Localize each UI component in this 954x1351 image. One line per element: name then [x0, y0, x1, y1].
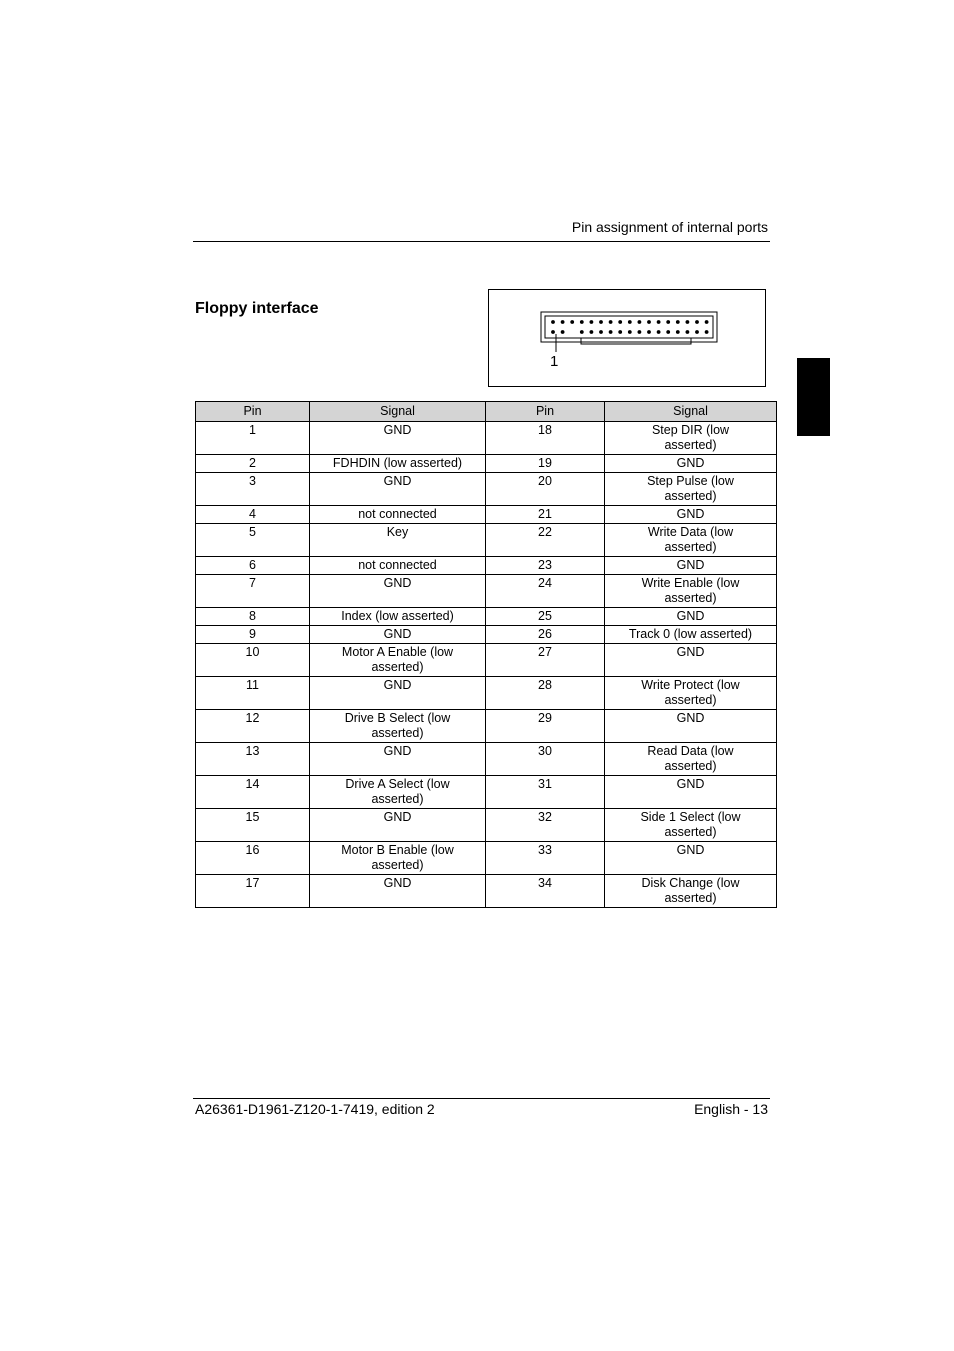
connector-pin — [666, 330, 670, 334]
table-row — [196, 644, 777, 677]
signal-cell: GND — [310, 743, 486, 776]
pin-number-cell: 31 — [486, 776, 605, 809]
table-row — [196, 677, 777, 710]
pin-number-cell: 15 — [196, 809, 310, 842]
signal-cell: GND — [605, 557, 777, 575]
pin-number-cell: 8 — [196, 608, 310, 626]
page-number: English - 13 — [694, 1101, 768, 1117]
pin-number-cell: 33 — [486, 842, 605, 875]
table-header-row — [196, 402, 777, 422]
signal-cell: not connected — [310, 506, 486, 524]
pin-number-cell: 4 — [196, 506, 310, 524]
connector-pin — [705, 330, 709, 334]
signal-cell: GND — [310, 626, 486, 644]
connector-pin — [618, 330, 622, 334]
pin-number-cell: 1 — [196, 422, 310, 455]
signal-cell: GND — [605, 608, 777, 626]
signal-cell: not connected — [310, 557, 486, 575]
signal-cell: GND — [605, 644, 777, 677]
connector-pin — [561, 320, 565, 324]
connector-pin — [657, 330, 661, 334]
signal-cell: FDHDIN (low asserted) — [310, 455, 486, 473]
pin-number-cell: 10 — [196, 644, 310, 677]
connector-inner-shell — [545, 316, 713, 338]
signal-cell: GND — [310, 677, 486, 710]
connector-pin — [570, 320, 574, 324]
pin-number-cell: 3 — [196, 473, 310, 506]
pin-number-cell: 29 — [486, 710, 605, 743]
header-pin: Pin — [486, 402, 605, 422]
signal-cell: Step Pulse (low asserted) — [605, 473, 777, 506]
connector-pin — [686, 330, 690, 334]
connector-pin — [638, 320, 642, 324]
pin-number-cell: 20 — [486, 473, 605, 506]
pin-number-cell: 16 — [196, 842, 310, 875]
table-row — [196, 875, 777, 908]
table-row — [196, 524, 777, 557]
connector-pin — [695, 330, 699, 334]
header-rule — [193, 241, 770, 242]
header-signal: Signal — [310, 402, 486, 422]
pin-number-cell: 6 — [196, 557, 310, 575]
pin-assignment-table — [195, 401, 777, 908]
pin-number-cell: 2 — [196, 455, 310, 473]
connector-pin — [599, 330, 603, 334]
signal-cell: GND — [605, 455, 777, 473]
pin-number-cell: 13 — [196, 743, 310, 776]
pin-number-cell: 7 — [196, 575, 310, 608]
chapter-tab-marker — [797, 358, 830, 436]
signal-cell: GND — [605, 710, 777, 743]
table-row — [196, 575, 777, 608]
connector-pin — [647, 330, 651, 334]
pin-number-cell: 9 — [196, 626, 310, 644]
table-row — [196, 743, 777, 776]
connector-pin — [551, 320, 555, 324]
signal-cell: GND — [310, 422, 486, 455]
connector-pin — [590, 330, 594, 334]
signal-cell: Drive A Select (low asserted) — [310, 776, 486, 809]
pin-number-cell: 11 — [196, 677, 310, 710]
signal-cell: GND — [310, 575, 486, 608]
table-row — [196, 422, 777, 455]
table-row — [196, 626, 777, 644]
pin-number-cell: 17 — [196, 875, 310, 908]
table-row — [196, 776, 777, 809]
connector-pin — [686, 320, 690, 324]
page-header-title: Pin assignment of internal ports — [571, 219, 768, 235]
connector-pin — [657, 320, 661, 324]
signal-cell: Track 0 (low asserted) — [605, 626, 777, 644]
signal-cell: Key — [310, 524, 486, 557]
table-row — [196, 473, 777, 506]
connector-pin — [561, 330, 565, 334]
header-pin: Pin — [196, 402, 310, 422]
connector-pin — [618, 320, 622, 324]
signal-cell: Write Protect (low asserted) — [605, 677, 777, 710]
table-row — [196, 506, 777, 524]
signal-cell: Step DIR (low asserted) — [605, 422, 777, 455]
signal-cell: GND — [605, 506, 777, 524]
connector-pin — [705, 320, 709, 324]
pin-number-cell: 24 — [486, 575, 605, 608]
pin1-label: 1 — [550, 353, 559, 370]
pin-number-cell: 26 — [486, 626, 605, 644]
connector-diagram — [488, 289, 766, 387]
connector-pin — [609, 330, 613, 334]
header-signal: Signal — [605, 402, 777, 422]
section-heading: Floppy interface — [195, 300, 319, 317]
connector-pin — [647, 320, 651, 324]
signal-cell: Write Data (low asserted) — [605, 524, 777, 557]
connector-pin — [666, 320, 670, 324]
table-row — [196, 455, 777, 473]
signal-cell: GND — [605, 776, 777, 809]
connector-pin — [676, 330, 680, 334]
signal-cell: Motor A Enable (low asserted) — [310, 644, 486, 677]
footer-rule — [193, 1098, 770, 1099]
table-row — [196, 608, 777, 626]
document-id: A26361-D1961-Z120-1-7419, edition 2 — [195, 1101, 435, 1117]
connector-pin — [580, 330, 584, 334]
connector-pin — [551, 330, 555, 334]
connector-pin — [599, 320, 603, 324]
pin-number-cell: 28 — [486, 677, 605, 710]
connector-pin — [580, 320, 584, 324]
pin-number-cell: 22 — [486, 524, 605, 557]
pin-number-cell: 19 — [486, 455, 605, 473]
signal-cell: Index (low asserted) — [310, 608, 486, 626]
signal-cell: Motor B Enable (low asserted) — [310, 842, 486, 875]
signal-cell: Write Enable (low asserted) — [605, 575, 777, 608]
table-row — [196, 842, 777, 875]
floppy-connector-drawing — [489, 290, 765, 386]
table-row — [196, 809, 777, 842]
table-row — [196, 557, 777, 575]
signal-cell: GND — [310, 809, 486, 842]
connector-pin — [609, 320, 613, 324]
pin-number-cell: 30 — [486, 743, 605, 776]
signal-cell: Side 1 Select (low asserted) — [605, 809, 777, 842]
signal-cell: Disk Change (low asserted) — [605, 875, 777, 908]
pin-number-cell: 27 — [486, 644, 605, 677]
signal-cell: GND — [310, 875, 486, 908]
pin-number-cell: 32 — [486, 809, 605, 842]
connector-pin — [628, 320, 632, 324]
signal-cell: Read Data (low asserted) — [605, 743, 777, 776]
signal-cell: GND — [310, 473, 486, 506]
pin-number-cell: 5 — [196, 524, 310, 557]
pin-number-cell: 21 — [486, 506, 605, 524]
pin-number-cell: 23 — [486, 557, 605, 575]
table-row — [196, 710, 777, 743]
connector-pin — [695, 320, 699, 324]
connector-pin — [628, 330, 632, 334]
pin-number-cell: 18 — [486, 422, 605, 455]
connector-pin — [590, 320, 594, 324]
connector-pin — [638, 330, 642, 334]
connector-pin — [676, 320, 680, 324]
pin-number-cell: 14 — [196, 776, 310, 809]
signal-cell: Drive B Select (low asserted) — [310, 710, 486, 743]
connector-key-notch — [581, 338, 691, 344]
pin-number-cell: 25 — [486, 608, 605, 626]
signal-cell: GND — [605, 842, 777, 875]
pin-number-cell: 12 — [196, 710, 310, 743]
pin-number-cell: 34 — [486, 875, 605, 908]
